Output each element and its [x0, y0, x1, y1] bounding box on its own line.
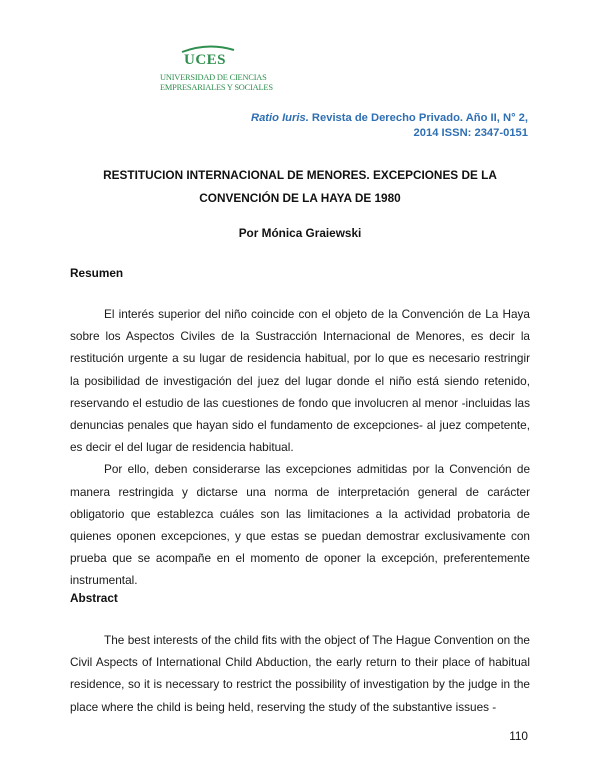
- journal-citation: [251, 111, 528, 141]
- article-title-line1: RESTITUCION INTERNACIONAL DE MENORES. EXCEPCIONES DE LA: [103, 168, 497, 182]
- journal-name: Ratio Iuris.: [251, 112, 309, 124]
- abstract-heading: Abstract: [70, 591, 118, 605]
- resumen-paragraph: El interés superior del niño coincide con el objeto de la Convención de La Haya sobre los Aspectos Civiles de la Sustracción Internacional de Menores, es decir la restitución urgente a su lugar de residencia habitual, por lo que es necesario restringir la posibilidad de investigación del juez del lugar donde el niño está siendo retenido, reservando el estudio de las cuestiones de fondo que involucren al menor -incluidas las denuncias penales que hayan sido el fundamento de excepciones- al juez competente, es decir el del lugar de residencia habitual.: [70, 307, 530, 455]
- page-number: 110: [509, 729, 528, 743]
- logo-university-line1: UNIVERSIDAD DE CIENCIAS: [160, 73, 267, 82]
- citation-line1: [251, 111, 528, 126]
- journal-details: Revista de Derecho Privado. Año II, N° 2,: [311, 112, 528, 124]
- resumen-paragraph: Por ello, deben considerarse las excepciones admitidas por la Convención de manera restringida y dictarse una norma de interpretación general de carácter obligatorio que establezca cuáles son las limitaciones a la actividad probatoria de quienes oponen excepciones, y que estas se puedan demostrar exclusivamente con prueba que se acompañe en el momento de oponer la excepción, preferentemente instrumental.: [70, 462, 530, 588]
- citation-line2: 2014 ISSN: 2347-0151: [413, 127, 528, 139]
- resumen-heading: Resumen: [70, 266, 124, 280]
- abstract-paragraph: The best interests of the child fits with the object of The Hague Convention on the Civil Aspects of International Child Abduction, the early return to their place of habitual residence, so it is necessary to restrict the possibility of investigation by the judge in the place where the child is being held, reserving the study of the substantive issues -: [70, 633, 530, 714]
- logo-name: UCES: [184, 52, 227, 68]
- abstract-body: [70, 629, 530, 718]
- resumen-body: [70, 303, 530, 592]
- uces-logo: [160, 44, 273, 104]
- article-title: [70, 164, 530, 210]
- article-author: Por Mónica Graiewski: [238, 226, 362, 240]
- article-title-line2: CONVENCIÓN DE LA HAYA DE 1980: [199, 191, 401, 205]
- logo-university-line2: EMPRESARIALES Y SOCIALES: [160, 83, 273, 92]
